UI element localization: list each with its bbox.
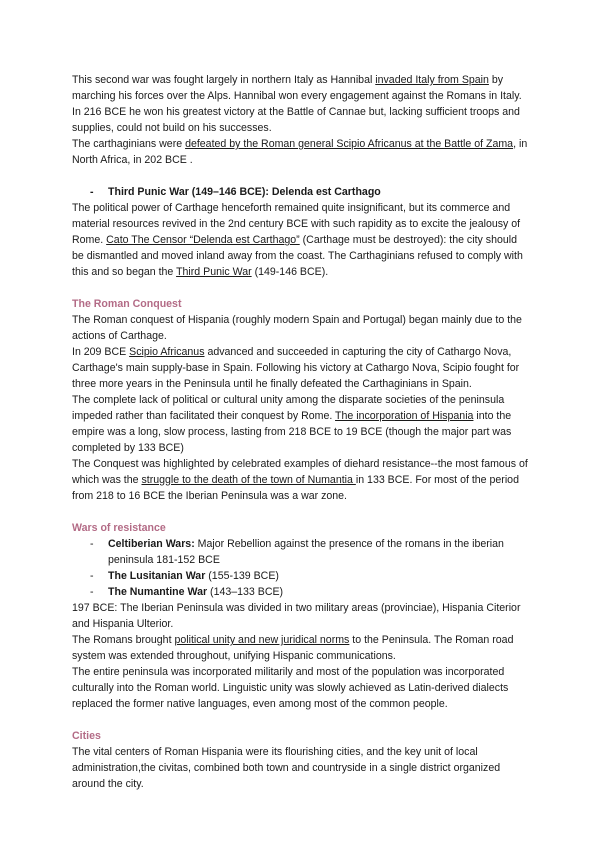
list-item: - The Numantine War (143–133 BCE)	[90, 584, 528, 600]
list-item: - Celtiberian Wars: Major Rebellion against the presence of the romans in the iberian peninsula 181-152 BCE	[90, 536, 528, 568]
link-invaded-italy[interactable]: invaded Italy from Spain	[375, 74, 489, 86]
paragraph-cities: The vital centers of Roman Hispania were its flourishing cities, and the key unit of local administration,the civitas, combined both town and countryside in a single district organized around the city.	[72, 746, 501, 790]
link-battle-of-zama[interactable]: defeated by the Roman general Scipio Africanus at the Battle of Zama	[185, 138, 514, 150]
link-struggle-numantia[interactable]: struggle to the death of the town of Numantia	[141, 474, 356, 486]
paragraph-scipio: In 209 BCE Scipio Africanus advanced and succeeded in capturing the city of Cathargo Nova, Carthage's main supply-base in Spain. Following his victory at Cathargo Nova, Scipio fought for three more years in the Peninsula until he finally defeated the Carthaginians in Spain.	[72, 346, 520, 390]
paragraph-numantia: The Conquest was highlighted by celebrated examples of diehard resistance--the most famous of which was the struggle to the death of the town of Numantia in 133 BCE. For most of the period from 218 to 16 BCE the Iberian Peninsula was a war zone.	[72, 458, 528, 502]
wars-list	[72, 536, 528, 600]
list-item: - The Lusitanian War (155-139 BCE)	[90, 568, 528, 584]
paragraph-third-punic: The political power of Carthage henceforth remained quite insignificant, but its commerce and material resources revived in the 2nd century BCE with such rapidity as to excite the jealousy of Rome. Cato The Censor “Delenda est Carthago” (Carthage must be destroyed): the city should be dismantled and moved inland away from the coast. The Carthaginians refused to comply with this and so began the Third Punic War (149-146 BCE).	[72, 202, 523, 278]
paragraph-political-unity: The Romans brought political unity and new juridical norms to the Peninsula. The Roman road system was extended throughout, unifying Hispanic communications.	[72, 634, 514, 662]
paragraph-second-war: This second war was fought largely in northern Italy as Hannibal invaded Italy from Spain by marching his forces over the Alps. Hannibal won every engagement against the Romans in Italy. In 216 BCE he won his greatest victory at the Battle of Cannae but, lacking sufficient troops and supplies, could not build on his successes.	[72, 74, 522, 134]
paragraph-provinciae: 197 BCE: The Iberian Peninsula was divided in two military areas (provinciae), Hispania Citerior and Hispania Ulterior.	[72, 602, 521, 630]
section-heading-roman-conquest: The Roman Conquest	[72, 298, 182, 310]
section-heading-cities: Cities	[72, 730, 101, 742]
section-heading-wars-of-resistance: Wars of resistance	[72, 522, 166, 534]
third-punic-heading: - Third Punic War (149–146 BCE): Delenda est Carthago	[90, 184, 528, 200]
paragraph-incorporation: The complete lack of political or cultural unity among the disparate societies of the peninsula impeded rather than facilitated their conquest by Rome. The incorporation of Hispania into the empire was a long, slow process, lasting from 218 BCE to 19 BCE (though the major part was completed by 133 BCE)	[72, 394, 512, 454]
link-political-unity[interactable]: political unity and new juridical norms	[174, 634, 350, 646]
link-cato-the-censor[interactable]: Cato The Censor “Delenda est Carthago”	[106, 234, 300, 246]
paragraph-carthaginians-defeated: The carthaginians were defeated by the Roman general Scipio Africanus at the Battle of Zama, in North Africa, in 202 BCE .	[72, 138, 528, 166]
link-incorporation-of-hispania[interactable]: The incorporation of Hispania	[335, 410, 474, 422]
link-scipio-africanus[interactable]: Scipio Africanus	[129, 346, 205, 358]
link-third-punic-war[interactable]: Third Punic War	[176, 266, 252, 278]
third-punic-list	[72, 184, 528, 200]
paragraph-conquest-intro: The Roman conquest of Hispania (roughly modern Spain and Portugal) began mainly due to the actions of Carthage.	[72, 314, 522, 342]
paragraph-linguistic-unity: The entire peninsula was incorporated militarily and most of the population was incorporated culturally into the Roman world. Linguistic unity was slowly achieved as Latin-derived dialects replaced the former native languages, even among most of the common people.	[72, 666, 509, 710]
